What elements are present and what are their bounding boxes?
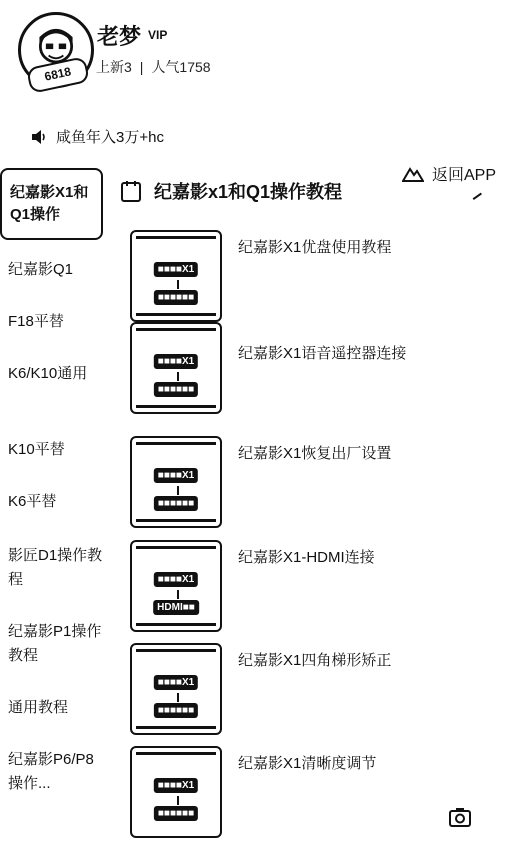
vip-badge: VIP — [148, 28, 168, 42]
sidebar-item[interactable]: 通用教程 — [8, 699, 69, 716]
sidebar-item[interactable]: 纪嘉影Q1 — [8, 261, 74, 278]
sidebar-item[interactable]: 影匠D1操作教程 — [8, 547, 103, 588]
course-title: 纪嘉影X1恢复出厂设置 — [238, 445, 392, 462]
course-thumbnail: ■■■■X1 ■■■■■■ — [130, 230, 222, 322]
document-icon — [120, 179, 142, 203]
camera-button[interactable] — [448, 806, 472, 828]
sidebar-item[interactable]: K10平替 — [8, 441, 65, 458]
course-title: 纪嘉影X1语音遥控器连接 — [238, 345, 407, 362]
new-count: 上新3 — [96, 59, 132, 75]
sidebar-item[interactable]: 纪嘉影P6/P8操作... — [8, 751, 94, 792]
stats-separator: | — [139, 59, 144, 75]
section-header — [120, 178, 342, 204]
course-thumbnail: ■■■■X1 ■■■■■■ — [130, 436, 222, 528]
camera-icon — [448, 806, 472, 828]
course-thumbnail: ■■■■X1 ■■■■■■ — [130, 322, 222, 414]
course-title: 纪嘉影X1清晰度调节 — [238, 755, 377, 772]
sidebar-item-active[interactable]: 纪嘉影X1和Q1操作 — [0, 168, 103, 240]
course-title: 纪嘉影X1优盘使用教程 — [238, 239, 392, 256]
course-item[interactable] — [130, 746, 490, 842]
sidebar-item[interactable]: K6/K10通用 — [8, 365, 88, 382]
course-title: 纪嘉影X1-HDMI连接 — [238, 549, 375, 566]
speaker-icon — [30, 128, 48, 146]
avatar-badge: 6818 — [26, 56, 90, 94]
mountain-icon — [402, 166, 424, 182]
sidebar-item[interactable]: K6平替 — [8, 493, 57, 510]
course-thumbnail: ■■■■X1 ■■■■■■ — [130, 746, 222, 838]
course-item[interactable] — [130, 230, 490, 326]
shop-stats — [96, 57, 211, 77]
course-title: 纪嘉影X1四角梯形矫正 — [238, 652, 392, 669]
popularity-count: 人气1758 — [151, 59, 211, 75]
course-thumbnail: ■■■■X1 ■■■■■■ — [130, 643, 222, 735]
sidebar-item[interactable]: F18平替 — [8, 313, 64, 330]
decorative-mark — [468, 186, 482, 200]
category-sidebar — [0, 168, 115, 832]
notice-bar[interactable] — [30, 126, 164, 147]
section-title: 纪嘉影x1和Q1操作教程 — [154, 182, 343, 202]
back-to-app-button[interactable] — [402, 162, 496, 185]
course-item[interactable] — [130, 322, 490, 418]
shop-name[interactable]: 老梦 — [97, 24, 142, 49]
notice-text: 咸鱼年入3万+hc — [56, 129, 164, 146]
course-thumbnail: ■■■■X1 HDMI■■ — [130, 540, 222, 632]
course-item[interactable] — [130, 540, 490, 636]
back-to-app-label: 返回APP — [432, 167, 497, 184]
sidebar-item[interactable]: 纪嘉影P1操作教程 — [8, 623, 102, 664]
course-item[interactable] — [130, 436, 490, 532]
course-item[interactable] — [130, 643, 490, 739]
